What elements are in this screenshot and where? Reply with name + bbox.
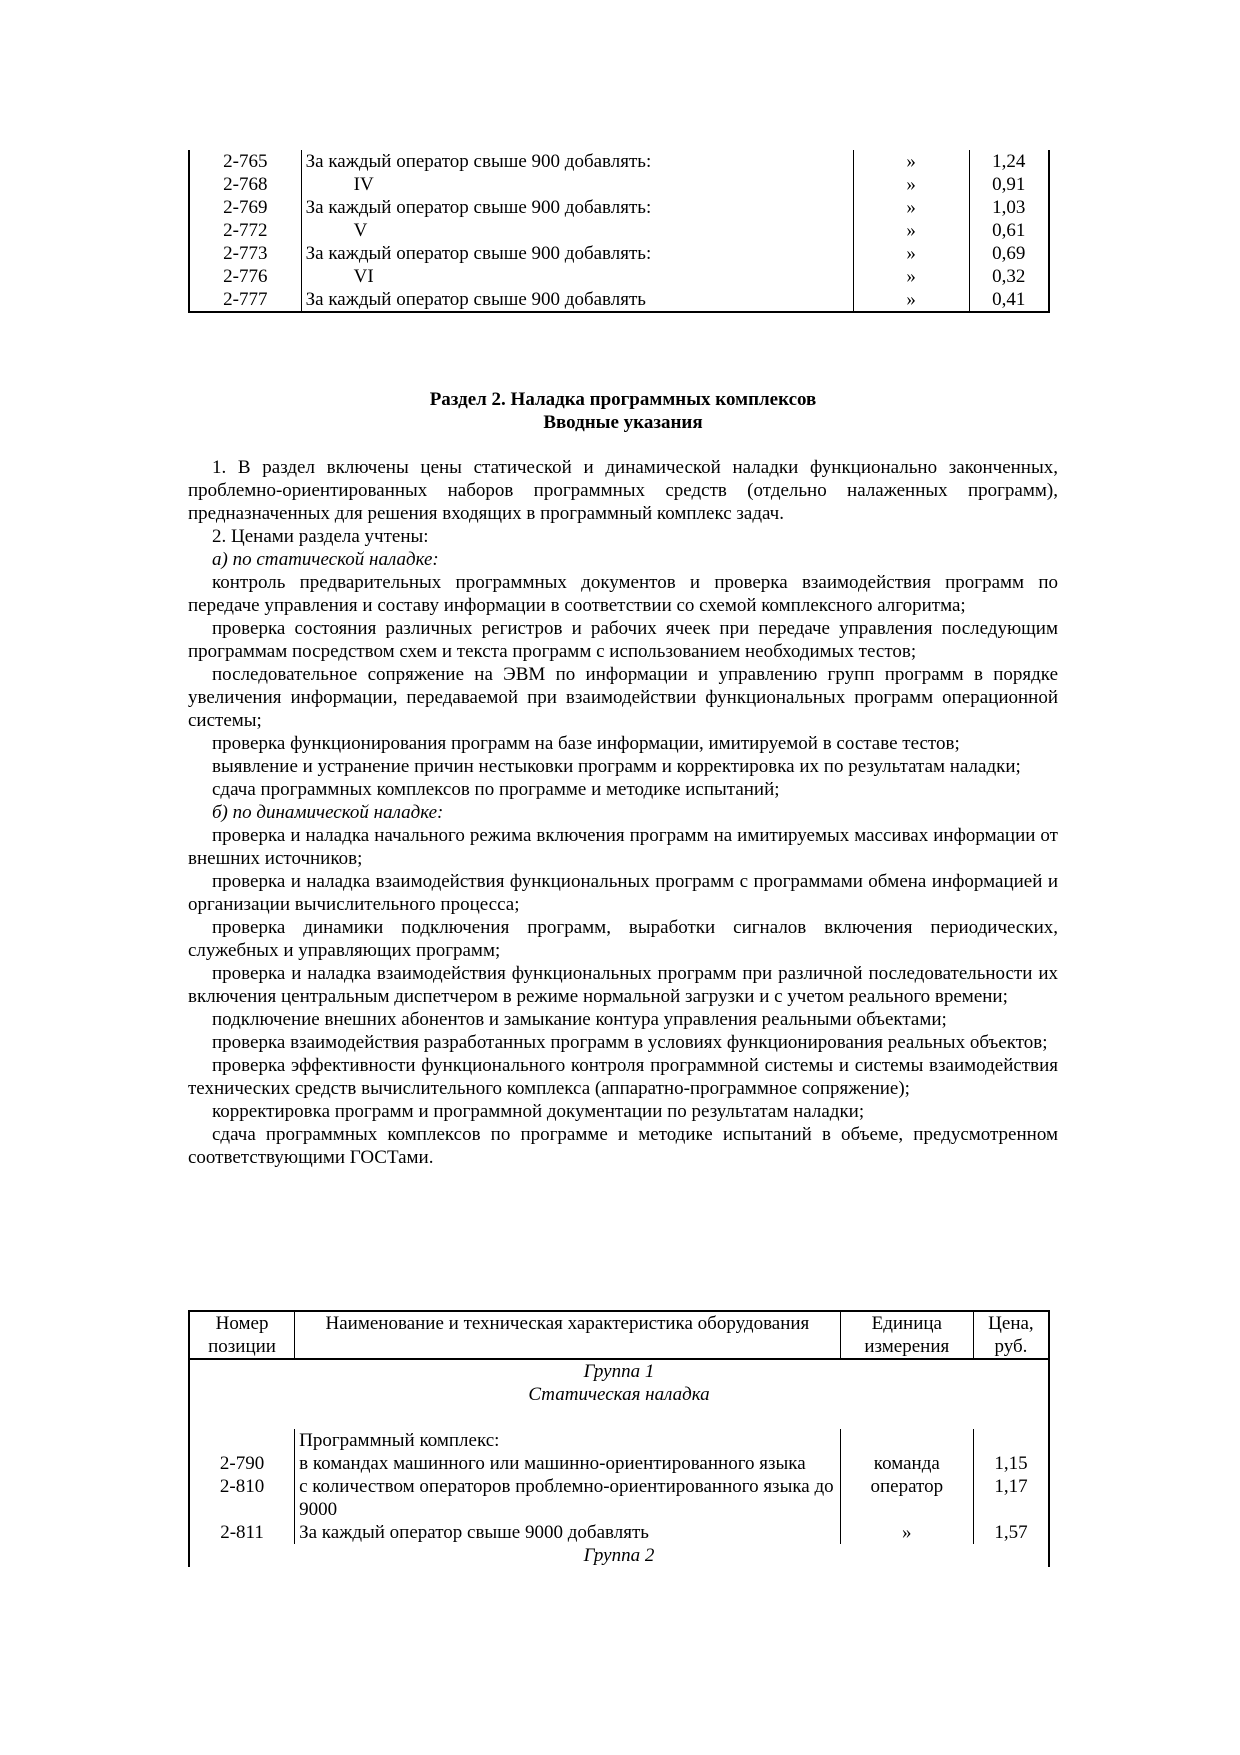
unit: » — [853, 265, 969, 288]
group-1-subtitle: Статическая наладка — [189, 1383, 1049, 1406]
position-number: 2-772 — [189, 219, 301, 242]
position-number: 2-776 — [189, 265, 301, 288]
unit: » — [853, 196, 969, 219]
position-number: 2-768 — [189, 173, 301, 196]
paragraph: выявление и устранение причин нестыковки программ и корректировка их по результатам наладки; — [212, 756, 1021, 777]
unit: » — [853, 219, 969, 242]
category-label: VI — [353, 266, 374, 287]
price: 1,15 — [973, 1452, 1049, 1475]
table-row — [189, 1429, 1049, 1452]
position-number: 2-810 — [189, 1475, 295, 1521]
paragraph: проверка функционирования программ на базе информации, имитируемой в составе тестов; — [212, 733, 960, 754]
table-row — [189, 265, 1049, 288]
item-name: За каждый оператор свыше 900 добавлять — [301, 288, 853, 312]
header-name: Наименование и техническая характеристика оборудования — [295, 1311, 841, 1359]
price: 0,41 — [969, 288, 1049, 312]
paragraph: контроль предварительных программных документов и проверка взаимодействия программ по передаче управления и составу информации в соответствии со схемой комплексного алгоритма; — [188, 572, 1058, 616]
subheading-paragraph: б) по динамической наладке: — [212, 802, 444, 823]
paragraph: сдача программных комплексов по программе и методике испытаний; — [212, 779, 780, 800]
price: 0,61 — [969, 219, 1049, 242]
category-label: IV — [353, 174, 374, 195]
table-row — [189, 196, 1049, 219]
paragraph: 1. В раздел включены цены статической и динамической наладки функционально законченных, проблемно-ориентированных наборов программных средств (отдельно налаженных программ), предназначенных для решения входящих в программный комплекс задач. — [188, 457, 1058, 524]
paragraph: проверка динамики подключения программ, выработки сигналов включения периодических, служебных и управляющих программ; — [188, 917, 1058, 961]
introductory-instructions — [188, 456, 1058, 1169]
item-name: За каждый оператор свыше 900 добавлять: — [301, 196, 853, 219]
price: 0,69 — [969, 242, 1049, 265]
unit — [840, 1429, 973, 1452]
subheading-paragraph: а) по статической наладке: — [212, 549, 439, 570]
section-title: Раздел 2. Наладка программных комплексов — [429, 389, 817, 410]
group-spacer — [189, 1406, 1049, 1429]
price: 1,03 — [969, 196, 1049, 219]
paragraph: проверка взаимодействия разработанных программ в условиях функционирования реальных объектов; — [212, 1032, 1048, 1053]
unit: оператор — [840, 1475, 973, 1521]
header-position-number: Номер позиции — [189, 1311, 295, 1359]
unit: » — [840, 1521, 973, 1544]
position-number: 2-777 — [189, 288, 301, 312]
table-row — [189, 288, 1049, 312]
paragraph: последовательное сопряжение на ЭВМ по информации и управлению групп программ в порядке увеличения информации, передаваемой при взаимодействии функциональных программ операционной системы; — [188, 664, 1058, 731]
price — [973, 1429, 1049, 1452]
position-number: 2-773 — [189, 242, 301, 265]
table-row — [189, 173, 1049, 196]
unit: » — [853, 288, 969, 312]
item-name: За каждый оператор свыше 900 добавлять: — [301, 150, 853, 173]
unit: » — [853, 173, 969, 196]
item-name — [301, 219, 853, 242]
item-name: в командах машинного или машинно-ориентированного языка — [295, 1452, 841, 1475]
unit: команда — [840, 1452, 973, 1475]
position-number — [189, 1429, 295, 1452]
table-row — [189, 1475, 1049, 1521]
section-subtitle: Вводные указания — [543, 412, 703, 433]
position-number: 2-790 — [189, 1452, 295, 1475]
paragraph: проверка и наладка взаимодействия функциональных программ с программами обмена информацией и организации вычислительного процесса; — [188, 871, 1058, 915]
group-2-title: Группа 2 — [189, 1544, 1049, 1567]
item-name — [301, 265, 853, 288]
table-row — [189, 242, 1049, 265]
position-number: 2-769 — [189, 196, 301, 219]
price: 1,57 — [973, 1521, 1049, 1544]
item-name: За каждый оператор свыше 9000 добавлять — [295, 1521, 841, 1544]
price: 1,24 — [969, 150, 1049, 173]
item-name: с количеством операторов проблемно-ориентированного языка до 9000 — [295, 1475, 841, 1521]
position-number: 2-765 — [189, 150, 301, 173]
price-table-continuation — [188, 150, 1050, 313]
price-table-program-complexes — [188, 1310, 1050, 1567]
paragraph: проверка и наладка взаимодействия функциональных программ при различной последовательности их включения центральным диспетчером в режиме нормальной загрузки и с учетом реального времени; — [188, 963, 1058, 1007]
complex-label: Программный комплекс: — [295, 1429, 841, 1452]
header-price: Цена, руб. — [973, 1311, 1049, 1359]
table-row — [189, 150, 1049, 173]
item-name: За каждый оператор свыше 900 добавлять: — [301, 242, 853, 265]
table-row — [189, 219, 1049, 242]
item-name — [301, 173, 853, 196]
category-label: V — [353, 220, 368, 241]
paragraph: проверка состояния различных регистров и рабочих ячеек при передаче управления последующим программам посредством схем и текста программ с использованием необходимых тестов; — [188, 618, 1058, 662]
paragraph: сдача программных комплексов по программе и методике испытаний в объеме, предусмотренном соответствующими ГОСТами. — [188, 1124, 1058, 1168]
price: 1,17 — [973, 1475, 1049, 1521]
paragraph: проверка эффективности функционального контроля программной системы и системы взаимодействия технических средств вычислительного комплекса (аппаратно-программное сопряжение); — [188, 1055, 1058, 1099]
table-row — [189, 1452, 1049, 1475]
price: 0,32 — [969, 265, 1049, 288]
paragraph: подключение внешних абонентов и замыкание контура управления реальными объектами; — [212, 1009, 947, 1030]
paragraph: проверка и наладка начального режима включения программ на имитируемых массивах информации от внешних источников; — [188, 825, 1058, 869]
paragraph: корректировка программ и программной документации по результатам наладки; — [212, 1101, 865, 1122]
price: 0,91 — [969, 173, 1049, 196]
paragraph: 2. Ценами раздела учтены: — [212, 526, 429, 547]
group-1-title: Группа 1 — [189, 1359, 1049, 1383]
header-unit: Единица измерения — [840, 1311, 973, 1359]
table-row — [189, 1521, 1049, 1544]
unit: » — [853, 150, 969, 173]
table-row — [189, 1544, 1049, 1567]
unit: » — [853, 242, 969, 265]
position-number: 2-811 — [189, 1521, 295, 1544]
